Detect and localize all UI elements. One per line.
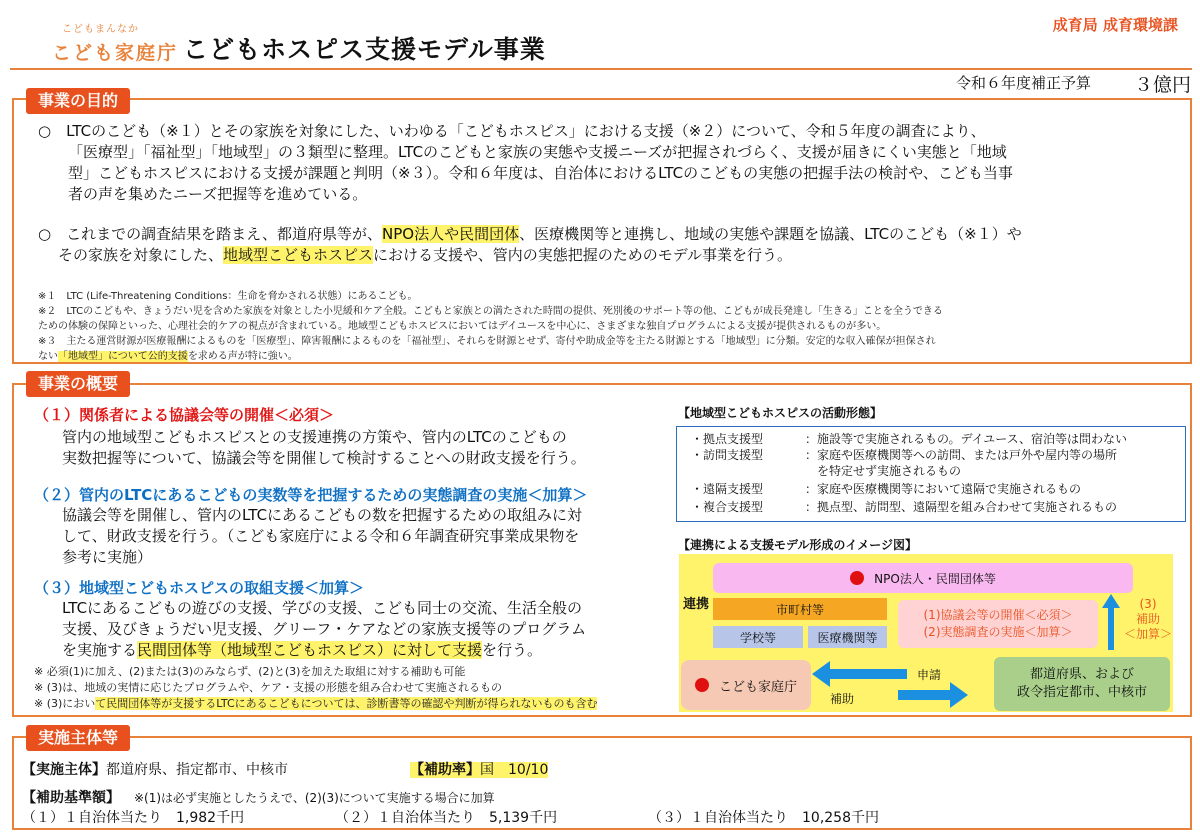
text-span: その家族を対象にした、: [58, 246, 224, 264]
note-1: ※１ LTC (Life-Threatening Conditions：生命を脅かされる状態）にあるこども。: [38, 291, 418, 302]
subsidy-3-label: [1124, 597, 1172, 642]
npo-label: NPO法人・民間団体等: [874, 571, 996, 586]
standard-note: ※(1)は必ず実施としたうえで、(2)(3)について実施する場合に加算: [134, 791, 495, 805]
red-dot-icon: [695, 678, 709, 692]
item-2-line: して、財政支援を行う。（こども家庭庁による令和６年調査研究事業成果物を: [62, 527, 580, 545]
purpose-para2-line: [38, 245, 1022, 266]
activity-row: [691, 432, 1127, 446]
agency-logo: こども家庭庁: [52, 42, 179, 64]
agency-node: [681, 660, 811, 710]
subsidy-label: 補助: [830, 692, 855, 706]
item-2-line: 参考に実施）: [62, 548, 153, 566]
right-arrow-icon: [898, 682, 968, 708]
activity-forms-title: 【地域型こどもホスピスの活動形態】: [678, 406, 883, 420]
item-1-body: [62, 427, 586, 469]
council-line: (1)協議会等の開催＜必須＞: [923, 608, 1073, 622]
activity-label: ・訪問支援型: [691, 448, 764, 462]
item-1-line: 実数把握等について、協議会等を開催して検討することへの財政支援を行う。: [62, 449, 586, 467]
entity-value: 都道府県、指定都市、中核市: [106, 762, 288, 778]
medical-node: 医療機関等: [808, 626, 887, 648]
highlight-public-support: 「地域型」について公的支援: [58, 351, 188, 362]
purpose-para1-line: 者の声を集めたニーズ把握等を進めている。: [68, 185, 368, 203]
left-arrow-icon: [812, 661, 907, 687]
highlight-diagnosis: て民間団体等が支援するLTCにあるこどもについては、診断書等の確認や判断が得られないものも含む: [95, 697, 598, 710]
purpose-paragraph-2: [38, 224, 1022, 266]
purpose-paragraph-1: [38, 121, 1013, 205]
prefecture-node: [994, 657, 1170, 711]
overview-note: ※ (3)は、地域の実情に応じたプログラムや、ケア・支援の形態を組み合わせて実施されるもの: [34, 681, 502, 694]
highlight-local-hospice: 地域型こどもホスピス: [223, 246, 374, 264]
municipality-node: 市町村等: [713, 598, 887, 620]
agency-node-label: こども家庭庁: [718, 679, 797, 695]
department-label: 成育局 成育環境課: [1052, 16, 1178, 34]
activity-desc: ：家庭や医療機関等への訪問、または戸外や屋内等の場所: [805, 448, 1118, 462]
activity-desc: ：家庭や医療機関等において遠隔で実施されるもの: [805, 482, 1082, 496]
activity-row: [691, 482, 1081, 496]
item-3-title: （３）地域型こどもホスピスの取組支援＜加算＞: [34, 579, 365, 597]
amount-2: （２）１自治体当たり 5,139千円: [335, 810, 558, 826]
item-3-body: [62, 598, 586, 661]
activity-desc: を特定せず実施されるもの: [805, 464, 962, 478]
entity-label: 【実施主体】: [22, 762, 106, 778]
activity-desc: ：施設等で実施されるもの。デイユース、宿泊等は問わない: [805, 432, 1127, 446]
apply-label: 申請: [917, 668, 942, 682]
activity-label: ・複合支援型: [691, 500, 764, 514]
council-line: (2)実態調査の実施＜加算＞: [923, 625, 1073, 639]
rate-value: 国 10/10: [480, 762, 549, 778]
item-2-title: （２）管内のLTCにあるこどもの実数等を把握するための実態調査の実施＜加算＞: [34, 486, 588, 504]
rate-row: [410, 759, 548, 779]
item-1-title: （１）関係者による協議会等の開催＜必須＞: [34, 406, 335, 424]
overview-notes: [34, 664, 597, 712]
activity-forms-box: [676, 426, 1186, 522]
collaboration-label: 連携: [683, 597, 710, 612]
implementation-section-tag: 実施主体等: [26, 725, 130, 751]
item-3-line: LTCにあるこどもの遊びの支援、学びの支援、こども同士の交流、生活全般の: [62, 599, 583, 617]
activity-row: [691, 448, 1117, 462]
npo-node: [713, 563, 1133, 593]
overview-note: ※ 必須(1)に加え、(2)または(3)のみならず、(2)と(3)を加えた取組に対する補助も可能: [34, 665, 466, 678]
highlight-private-orgs: 民間団体等（地域型こどもホスピス）に対して支援: [137, 641, 483, 659]
text-span: における支援や、管内の実態把握のためのモデル事業を行う。: [373, 246, 792, 264]
model-diagram-title: 【連携による支援モデル形成のイメージ図】: [678, 538, 918, 552]
amount-1: （１）１自治体当たり 1,982千円: [22, 810, 245, 826]
activity-label: ・遠隔支援型: [691, 482, 764, 496]
subsidy-3-line: 補助: [1136, 612, 1161, 626]
item-1-line: 管内の地域型こどもホスピスとの支援連携の方策や、管内のLTCのこどもの: [62, 428, 567, 446]
text-span: ない: [38, 351, 58, 362]
activity-row: [691, 500, 1117, 514]
item-3-line: [62, 640, 586, 661]
logo-tagline: こどもまんなか: [62, 24, 139, 35]
up-arrow-icon: [1102, 594, 1120, 650]
standard-row: [22, 787, 495, 807]
overview-note: [34, 696, 597, 712]
item-2-body: [62, 505, 582, 568]
prefecture-line: 政令指定都市、中核市: [1016, 685, 1147, 700]
text-span: を実施する: [62, 641, 138, 659]
purpose-section-tag: 事業の目的: [26, 88, 130, 114]
page-title: こどもホスピス支援モデル事業: [183, 35, 546, 64]
purpose-para2-line: [38, 224, 1022, 245]
subsidy-3-line: (3): [1139, 597, 1157, 611]
standard-label: 【補助基準額】: [22, 790, 120, 806]
subsidy-3-line: ＜加算＞: [1124, 627, 1173, 641]
amount-3: （３）１自治体当たり 10,258千円: [648, 810, 879, 826]
highlight-npo: NPO法人や民間団体: [382, 225, 520, 243]
budget-amount: ３億円: [1134, 74, 1192, 96]
rate-label: 【補助率】: [410, 762, 480, 778]
item-2-line: 協議会等を開催し、管内のLTCにあるこどもの数を把握するための取組みに対: [62, 506, 583, 524]
text-span: 、医療機関等と連携し、地域の実態や課題を協議、LTCのこども（※１）や: [519, 225, 1022, 243]
note-2-line: ための体験の保障といった、心理社会的ケアの視点が含まれている。地域型こどもホスピスにおいてはデイユースを中心に、さまざまな独自プログラムによる支援が提供されるものが多い。: [38, 321, 887, 332]
activity-desc: ：拠点型、訪問型、遠隔型を組み合わせて実施されるもの: [805, 500, 1118, 514]
activity-row: [691, 464, 961, 478]
red-dot-icon: [850, 571, 864, 585]
purpose-para1-line: 型」こどもホスピスにおける支援が課題と判明（※３）。令和６年度は、自治体におけるLTCのこどもの実態の把握手法の検討や、こども当事: [68, 164, 1013, 182]
budget-label: 令和６年度補正予算: [956, 74, 1092, 92]
prefecture-line: 都道府県、および: [1029, 667, 1134, 682]
purpose-para1-line: ○ LTCのこども（※１）とその家族を対象にした、いわゆる「こどもホスピス」における支援（※２）について、令和５年度の調査により、: [38, 122, 986, 140]
text-span: ○ これまでの調査結果を踏まえ、都道府県等が、: [38, 225, 382, 243]
note-3-line: ※３ 主たる運営財源が医療報酬によるものを「医療型」、障害報酬によるものを「福祉型」、それらを財源とせず、寄付や助成金等を主たる財源とする「地域型」に分類。安定的な収入確保が担保され: [38, 336, 936, 347]
header-divider: [10, 68, 1192, 70]
text-span: を行う。: [482, 641, 543, 659]
school-node: 学校等: [713, 626, 803, 648]
item-3-line: 支援、及びきょうだい児支援、グリーフ・ケアなどの家族支援等のプログラム: [62, 620, 587, 638]
text-span: を求める声が特に強い。: [187, 351, 298, 362]
purpose-notes: [38, 289, 1188, 364]
activity-label: ・拠点支援型: [691, 432, 764, 446]
council-node: [898, 600, 1098, 648]
text-span: ※ (3)におい: [34, 697, 96, 710]
purpose-para1-line: 「医療型」「福祉型」「地域型」の３類型に整理。LTCのこどもと家族の実態や支援ニーズが把握されづらく、支援が届きにくい実態と「地域: [68, 143, 1007, 161]
entity-row: [22, 759, 288, 779]
note-2-line: ※２ LTCのこどもや、きょうだい児を含めた家族を対象とした小児緩和ケア全般。こどもと家族との満たされた時間の提供、死別後のサポート等の他、こどもが成長発達し「生きる」ことを全うできる: [38, 306, 943, 317]
overview-section-tag: 事業の概要: [26, 371, 130, 397]
note-3-line: [38, 349, 1188, 364]
